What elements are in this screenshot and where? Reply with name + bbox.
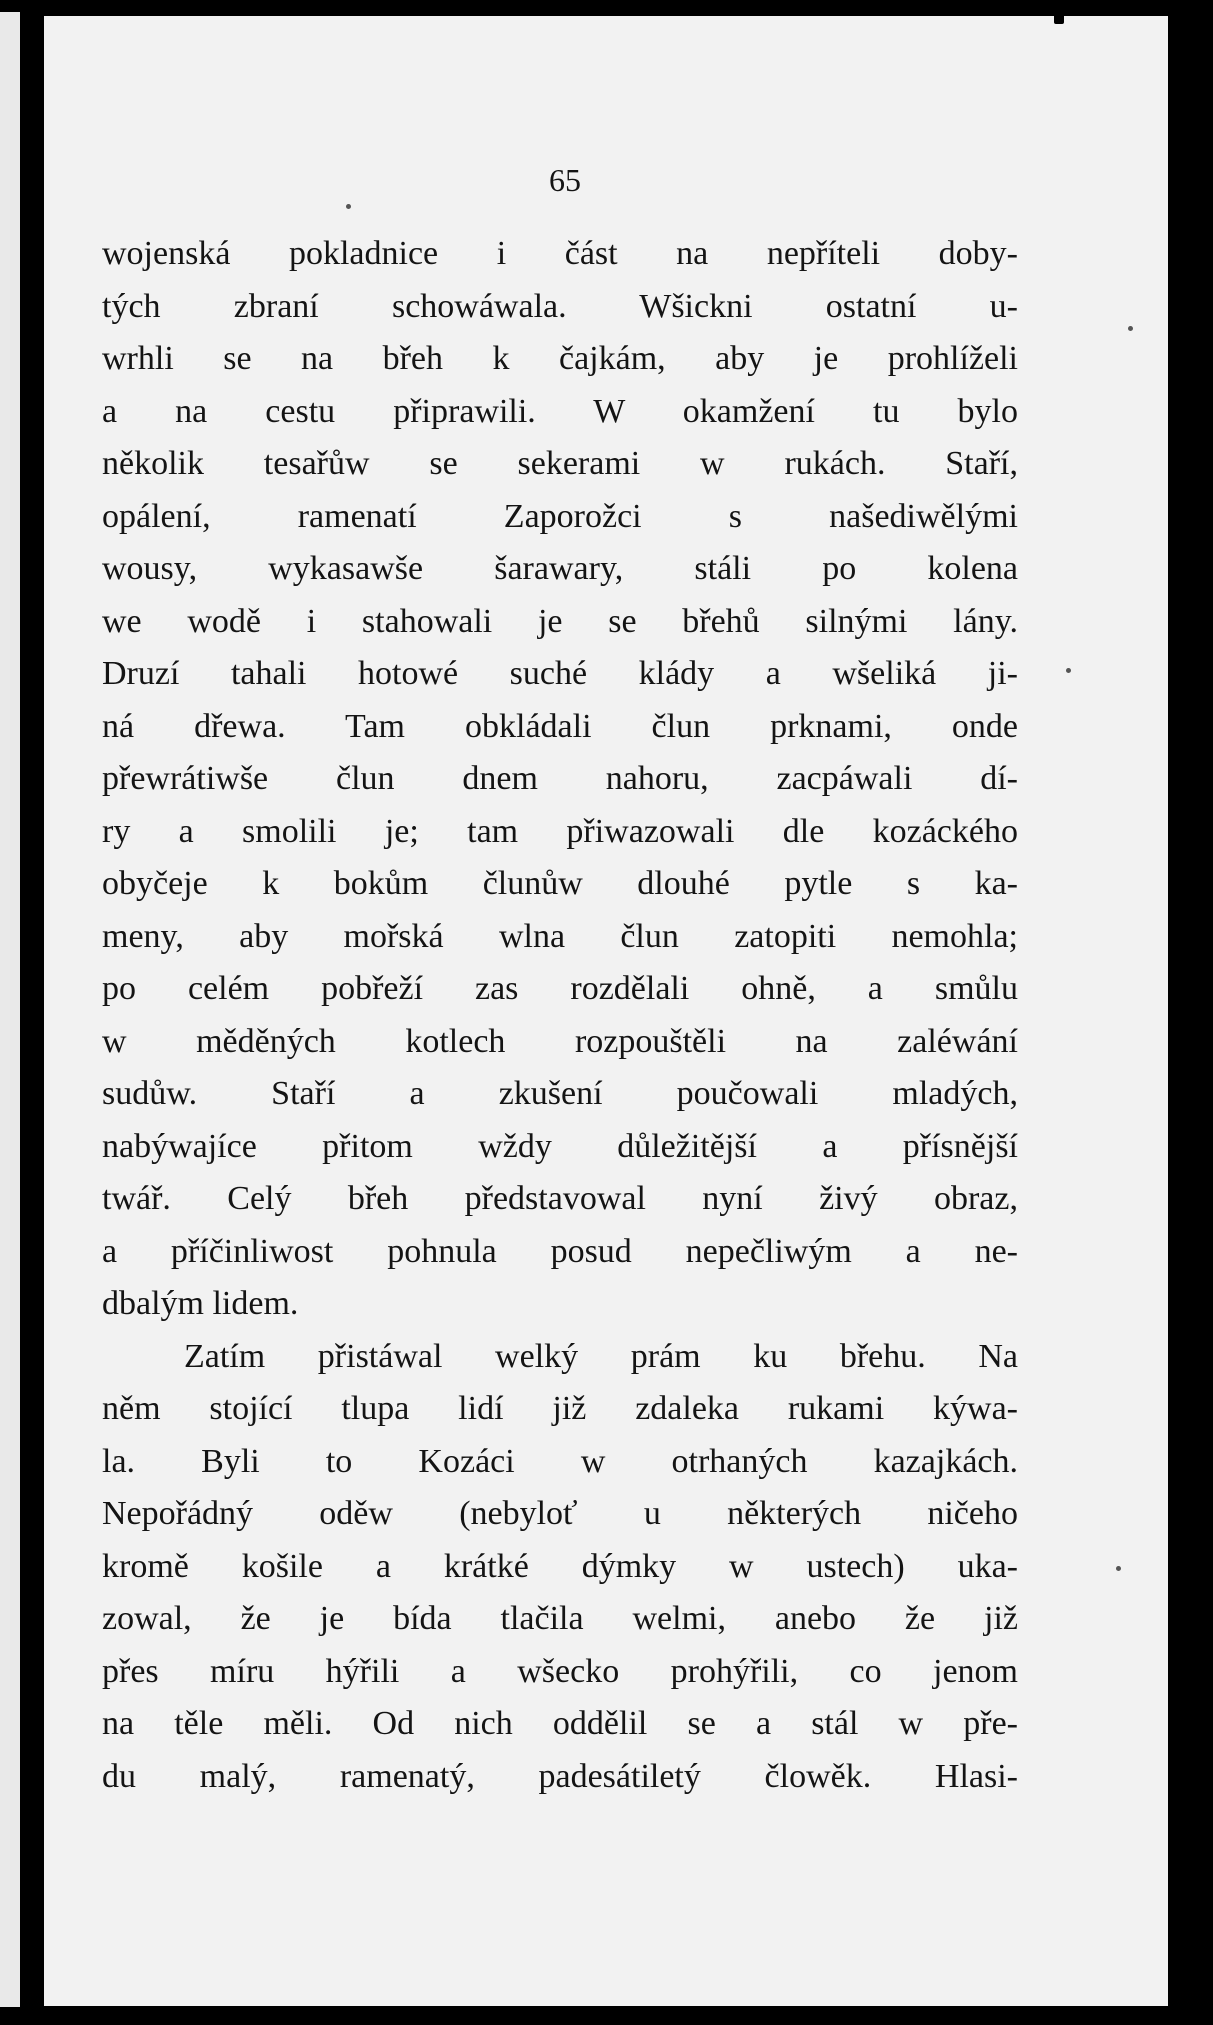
dust-speck xyxy=(1066,668,1071,673)
text-line: wrhli se na břeh k čajkám, aby je prohlíželi xyxy=(102,340,1018,377)
text-line: něm stojící tlupa lidí již zdaleka rukami kýwa- xyxy=(102,1390,1018,1427)
text-line: wojenská pokladnice i část na nepříteli doby- xyxy=(102,235,1018,272)
text-line: kromě košile a krátké dýmky w ustech) uka- xyxy=(102,1547,1018,1585)
text-line: obyčeje k bokům člunůw dlouhé pytle s ka- xyxy=(102,865,1018,902)
dust-speck xyxy=(346,204,351,209)
text-line: několik tesařůw se sekerami w rukách. Staří, xyxy=(102,445,1018,482)
text-line: ná dřewa. Tam obkládali člun prknami, onde xyxy=(102,707,1018,745)
page-number: 65 xyxy=(549,162,581,198)
dust-speck xyxy=(1128,326,1133,331)
text-line: twář. Celý břeh představowal nyní živý obraz, xyxy=(102,1180,1018,1217)
text-line: tých zbraní schowáwala. Wšickni ostatní u- xyxy=(102,287,1018,325)
text-line: du malý, ramenatý, padesátiletý člowěk. Hlasi- xyxy=(102,1757,1018,1795)
text-line: Nepořádný oděw (nebyloť u některých ničeho xyxy=(102,1495,1018,1532)
scan-artifact xyxy=(1054,14,1064,24)
scan-border xyxy=(1178,0,1213,2025)
text-line: la. Byli to Kozáci w otrhaných kazajkách. xyxy=(102,1442,1018,1480)
text-line: Zatím přistáwal welký prám ku břehu. Na xyxy=(184,1337,1018,1375)
text-line: přes míru hýřili a wšecko prohýřili, co jenom xyxy=(102,1652,1018,1690)
text-line: přewrátiwše člun dnem nahoru, zacpáwali dí- xyxy=(102,760,1018,797)
text-line: dbalým lidem. xyxy=(102,1285,299,1322)
text-line: na těle měli. Od nich oddělil se a stál w pře- xyxy=(102,1705,1018,1742)
dust-speck xyxy=(1116,1566,1121,1571)
text-line: nabýwajíce přitom wždy důležitější a přísnější xyxy=(102,1127,1018,1165)
text-line: opálení, ramenatí Zaporožci s našediwělými xyxy=(102,497,1018,535)
text-line: we wodě i stahowali je se břehů silnými lány. xyxy=(102,602,1018,640)
text-line: zowal, že je bída tlačila welmi, anebo že již xyxy=(102,1600,1018,1637)
text-line: ry a smolili je; tam přiwazowali dle kozáckého xyxy=(102,812,1018,850)
text-line: sudůw. Staří a zkušení poučowali mladých, xyxy=(102,1075,1018,1112)
text-line: a na cestu připrawili. W okamžení tu bylo xyxy=(102,392,1018,430)
facing-page-edge xyxy=(0,12,20,2007)
text-line: meny, aby mořská wlna člun zatopiti nemohla; xyxy=(102,917,1018,955)
text-line: Druzí tahali hotowé suché klády a wšeliká ji- xyxy=(102,655,1018,692)
text-line: w měděných kotlech rozpouštěli na zaléwání xyxy=(102,1022,1018,1060)
body-text xyxy=(102,228,1018,1803)
text-line: wousy, wykasawše šarawary, stáli po kolena xyxy=(102,550,1018,587)
text-line: po celém pobřeží zas rozdělali ohně, a smůlu xyxy=(102,970,1018,1007)
text-line: a příčinliwost pohnula posud nepečliwým a ne- xyxy=(102,1232,1018,1270)
